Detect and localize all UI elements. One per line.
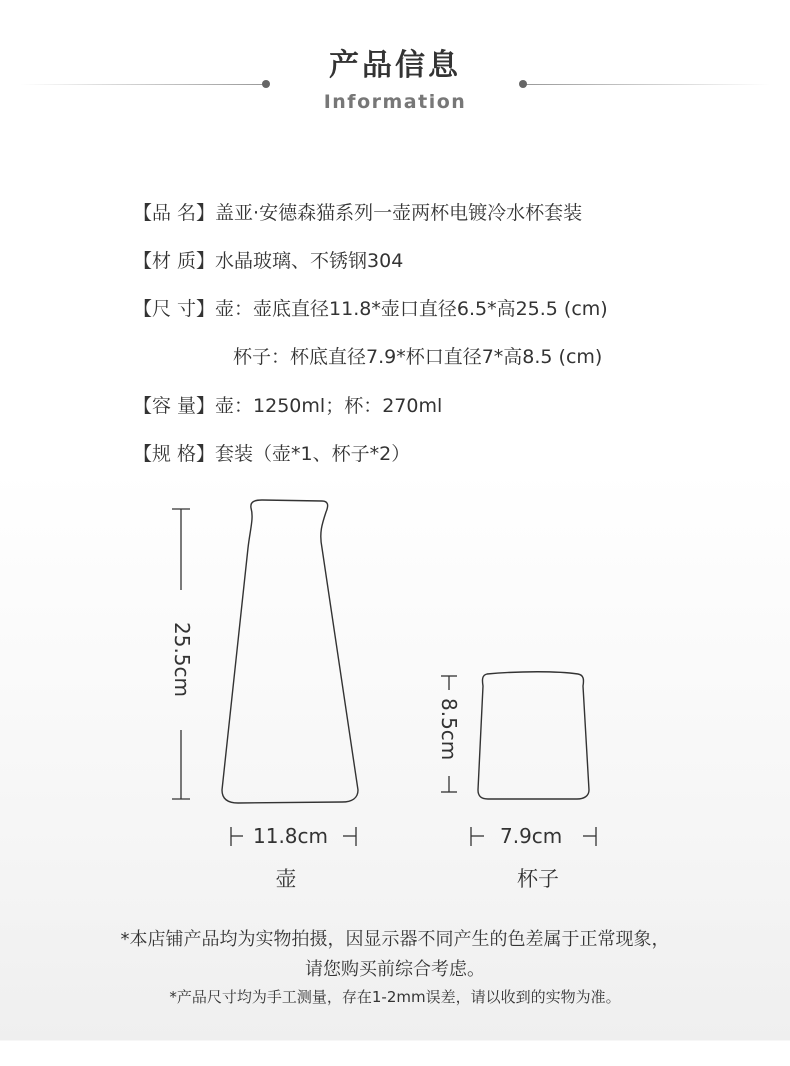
- spec-label: 【材 质】: [133, 250, 216, 272]
- cup-outline: [478, 672, 589, 799]
- jug-outline: [222, 500, 358, 803]
- cup-height-label: 8.5cm: [437, 698, 461, 761]
- disclaimer-line-1: *本店铺产品均为实物拍摄，因显示器不同产生的色差属于正常现象，: [120, 929, 670, 950]
- jug-caption: 壶: [275, 867, 297, 891]
- spec-value: 壶：壶底直径11.8*壶口直径6.5*高25.5 (cm): [215, 298, 608, 320]
- section-subtitle: Information: [323, 91, 467, 113]
- spec-value: 套装（壶*1、杯子*2）: [215, 443, 411, 465]
- cup-caption: 杯子: [517, 867, 559, 891]
- section-title: 产品信息: [329, 48, 461, 83]
- disclaimer-line-3: *产品尺寸均为手工测量，存在1-2mm误差，请以收到的实物为准。: [169, 988, 621, 1006]
- spec-label: 【尺 寸】: [133, 298, 216, 320]
- spec-value: 盖亚·安德森猫系列一壶两杯电镀冷水杯套装: [215, 202, 583, 224]
- jug-width-label: 11.8cm: [253, 824, 329, 848]
- spec-value: 杯子：杯底直径7.9*杯口直径7*高8.5 (cm): [233, 346, 603, 368]
- spec-label: 【品 名】: [133, 202, 216, 224]
- spec-label: 【容 量】: [133, 395, 216, 417]
- spec-label: 【规 格】: [133, 443, 216, 465]
- disclaimer-line-2: 请您购买前综合考虑。: [305, 959, 485, 980]
- jug-height-label: 25.5cm: [170, 622, 194, 698]
- spec-value: 壶：1250ml；杯：270ml: [215, 395, 443, 417]
- cup-width-label: 7.9cm: [500, 824, 563, 848]
- spec-value: 水晶玻璃、不锈钢304: [215, 250, 404, 272]
